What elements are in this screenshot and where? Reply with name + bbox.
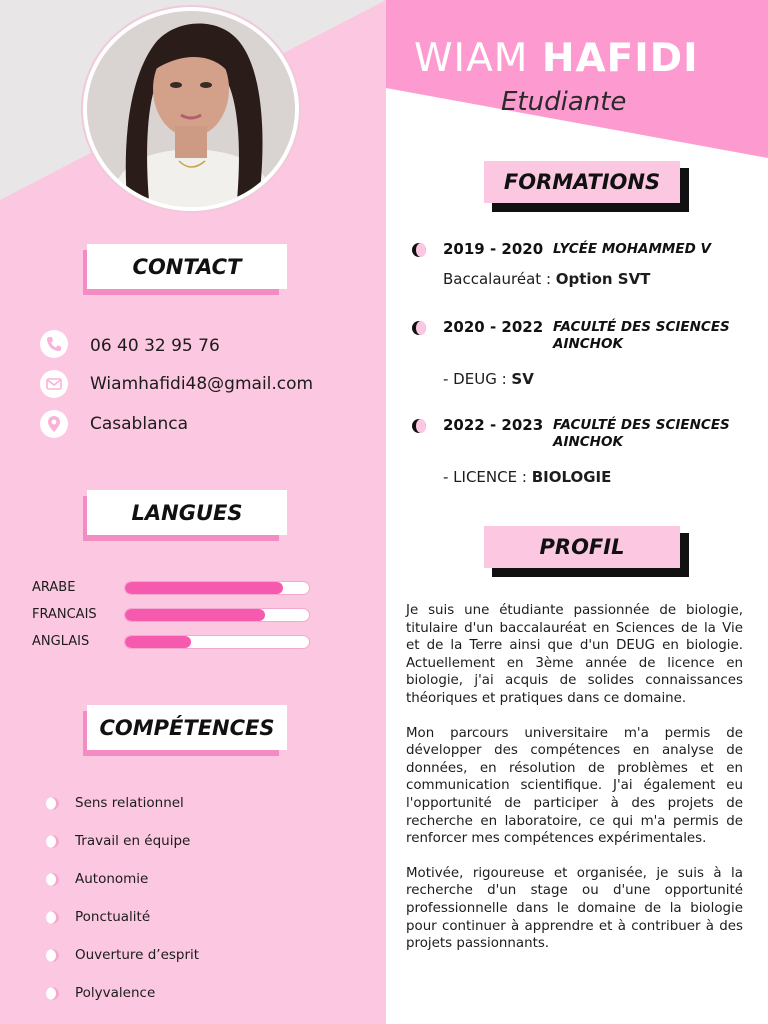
profile-heading-label: PROFIL	[484, 526, 680, 568]
candidate-title: Etudiante	[501, 87, 627, 117]
languages-heading-label: LANGUES	[87, 490, 287, 535]
skill-item	[46, 985, 155, 1001]
moon-bullet-icon	[412, 243, 426, 257]
skill-label: Autonomie	[75, 871, 149, 887]
skill-label: Sens relationnel	[75, 795, 184, 811]
language-level-fill	[125, 582, 283, 594]
email-text[interactable]: Wiamhafidi48@gmail.com	[90, 374, 314, 394]
skill-item	[46, 947, 199, 963]
skill-item	[46, 795, 184, 811]
formation-detail-label: Baccalauréat :	[443, 270, 556, 288]
skill-item	[46, 909, 150, 925]
last-name: HAFIDI	[541, 36, 699, 81]
language-level-fill	[125, 636, 191, 648]
moon-bullet-icon	[412, 321, 426, 335]
bullet-dot-icon	[46, 911, 59, 924]
moon-bullet-icon	[412, 419, 426, 433]
bullet-dot-icon	[46, 949, 59, 962]
profile-paragraph: Je suis une étudiante passionnée de biologie, titulaire d'un baccalauréat en Sciences de la Vie et de la Terre ainsi que d'un DEUG en biologie. Actuellement en 3ème année de licence en biologie, j'ai acquis de solides connaissances théoriques et pratiques dans ce domaine.	[406, 603, 743, 706]
formation-school: LYCÉE MOHAMMED V	[553, 241, 711, 257]
contact-phone	[40, 330, 220, 358]
profile-photo	[83, 7, 299, 211]
profile-text	[406, 602, 743, 970]
formation-school: FACULTÉ DES SCIENCES AINCHOK	[553, 417, 730, 450]
language-label: FRANCAIS	[32, 607, 97, 622]
language-row	[32, 607, 310, 622]
formation-detail-value: Option SVT	[555, 270, 651, 288]
formation-detail	[443, 370, 534, 388]
language-level-fill	[125, 609, 265, 621]
mail-icon	[40, 370, 68, 398]
formation-detail	[443, 270, 650, 288]
language-label: ANGLAIS	[32, 634, 90, 649]
portrait-photo-icon	[87, 11, 295, 207]
candidate-name	[414, 36, 744, 81]
profile-paragraph: Motivée, rigoureuse et organisée, je suis à la recherche d'un stage ou d'une opportunité professionnelle dans le domaine de la biologie pour continuer à apprendre et à contribuer à des projets passionnants.	[406, 865, 743, 952]
language-row	[32, 580, 310, 595]
language-level-bar	[124, 635, 310, 649]
language-label: ARABE	[32, 580, 76, 595]
formation-years: 2020 - 2022	[443, 318, 544, 336]
contact-location	[40, 410, 188, 438]
profile-paragraph: Mon parcours universitaire m'a permis de développer des compétences en analyse de données, en résolution de problèmes et en communication scientifique. J'ai également eu l'opportunité de participer à des projets de recherche en laboratoire, ce qui m'a permis de renforcer mes compétences expérimentales.	[406, 725, 743, 847]
phone-icon	[40, 330, 68, 358]
skill-item	[46, 833, 190, 849]
bullet-dot-icon	[46, 873, 59, 886]
formation-detail-label: - DEUG :	[443, 370, 512, 388]
skill-label: Polyvalence	[75, 985, 156, 1001]
skill-label: Travail en équipe	[75, 833, 191, 849]
language-level-bar	[124, 581, 310, 595]
formation-detail-value: SV	[511, 370, 534, 388]
language-level-bar	[124, 608, 310, 622]
phone-text[interactable]: 06 40 32 95 76	[90, 335, 220, 356]
city-text: Casablanca	[90, 414, 189, 434]
bullet-dot-icon	[46, 987, 59, 1000]
skill-item	[46, 871, 148, 887]
formation-years: 2022 - 2023	[443, 416, 544, 434]
formation-detail	[443, 468, 611, 486]
formation-years: 2019 - 2020	[443, 240, 544, 258]
formation-school: FACULTÉ DES SCIENCES AINCHOK	[553, 319, 730, 352]
skill-label: Ouverture d’esprit	[75, 947, 200, 963]
formation-detail-value: BIOLOGIE	[531, 468, 612, 486]
skill-label: Ponctualité	[75, 909, 151, 925]
first-name: WIAM	[414, 36, 529, 81]
bullet-dot-icon	[46, 835, 59, 848]
language-row	[32, 634, 310, 649]
location-pin-icon	[40, 410, 68, 438]
skills-heading-label: COMPÉTENCES	[87, 705, 287, 750]
contact-email	[40, 370, 313, 398]
bullet-dot-icon	[46, 797, 59, 810]
formations-heading-label: FORMATIONS	[484, 161, 680, 203]
contact-heading-label: CONTACT	[87, 244, 287, 289]
formation-detail-label: - LICENCE :	[443, 468, 532, 486]
